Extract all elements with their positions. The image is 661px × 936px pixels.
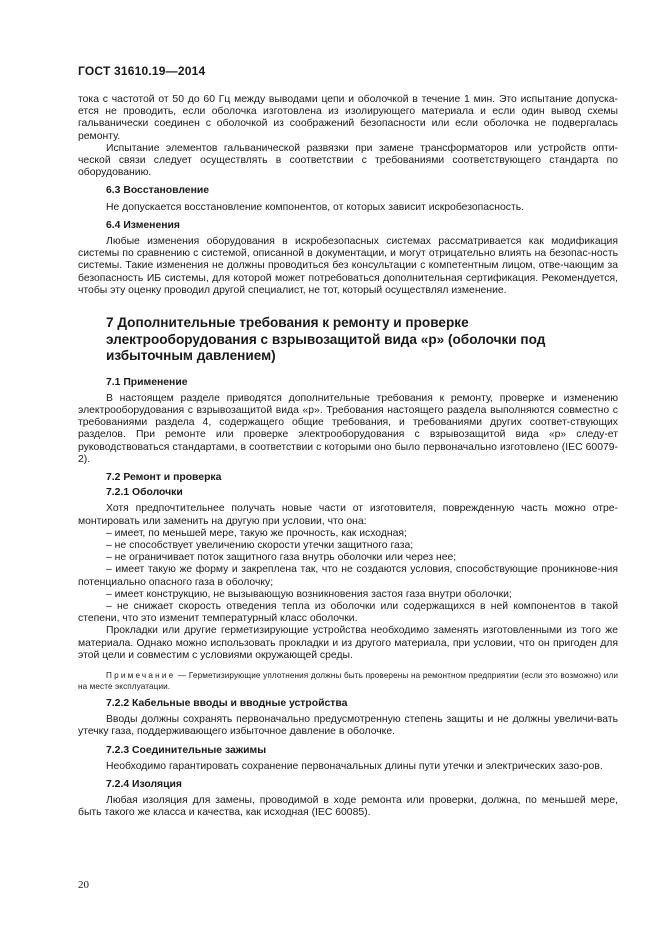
paragraph: Любая изоляция для замены, проводимой в ходе ремонта или проверки, должна, по меньшей мере, быть такого же класса и качества, как исходная (IEC 60085).	[78, 795, 618, 819]
paragraph: Хотя предпочтительнее получать новые части от изготовителя, поврежденную часть можно отре-монтировать или заменить на другую при условии, что она:	[78, 503, 618, 527]
section-heading-6-4: 6.4 Изменения	[106, 219, 180, 231]
section-heading-7-2-3: 7.2.3 Соединительные зажимы	[106, 744, 267, 756]
section-heading-7: 7 Дополнительные требования к ремонту и проверке электрооборудования с взрывозащитой вида «р» (оболочки под избыточным давлением)	[106, 315, 546, 364]
paragraph: Любые изменения оборудования в искробезопасных системах рассматривается как модификация системы по сравнению с системой, описанной в документации, и могут отрицательно влиять на безопас-ность системы. Такие изменения не должны проводиться без консультации с компетентным лицом, отве-чающим за безопасность ИБ системы, для которой может потребоваться дополнительная сертификация. Рекомендуется, чтобы эту оценку проводил другой специалист, не тот, который осуществлял изменение.	[78, 236, 618, 296]
section-heading-7-2-2: 7.2.2 Кабельные вводы и вводные устройства	[106, 698, 348, 710]
list-item: – имеет такую же форму и закреплена так, что не создаются условия, способствующие проникнове-ния потенциально опасного газа в оболочку;	[78, 564, 618, 588]
paragraph: Испытание элементов гальванической развязки при замене трансформаторов или устройств опти-ческой связи следует осуществлять в соответствии с требованиями соответствующего стандарта по оборудованию.	[78, 142, 618, 179]
paragraph: тока с частотой от 50 до 60 Гц между выводами цепи и оболочкой в течение 1 мин. Это испытание допуска-ется не проводить, если оболочка изготовлена из изолирующего материала и если один вывод схемы гальванически соединен с оболочкой из соображений безопасности или если оболочка не подвергалась ремонту.	[78, 94, 618, 142]
list-item: – имеет, по меньшей мере, такую же прочность, как исходная;	[106, 527, 407, 539]
list-item: – не ограничивает поток защитного газа внутрь оболочки или через нее;	[106, 552, 457, 564]
note	[78, 670, 618, 692]
page-number: 20	[78, 879, 89, 891]
paragraph: Необходимо гарантировать сохранение первоначальных длины пути утечки и электрических зазо-ров.	[106, 760, 603, 772]
paragraph: Вводы должны сохранять первоначально предусмотренную степень защиты и не должны увеличи-вать утечку газа, поддерживающего избыточное давление в оболочке.	[78, 714, 618, 738]
note-text: — Герметизирующие уплотнения должны быть проверены на ремонтном предприятии (если это возможно) или на месте эксплуатации.	[78, 671, 618, 692]
section-heading-7-2-1: 7.2.1 Оболочки	[106, 487, 183, 499]
list-item: – не способствует увеличению скорости утечки защитного газа;	[106, 539, 414, 551]
page-header: ГОСТ 31610.19—2014	[78, 64, 206, 78]
section-heading-7-2: 7.2 Ремонт и проверка	[106, 471, 222, 483]
paragraph: В настоящем разделе приводятся дополнительные требования к ремонту, проверке и изменению электрооборудования с взрывозащитой вида «р». Требования настоящего раздела выполняются совместно с требованиями раздела 4, содержащего общие требования, и требованиями других соответ-ствующих разделов. При ремонте или проверке электрооборудования с взрывозащитой вида «р» следу-ет руководствоваться стандартами, в соответствии с которыми оно было первоначально изготовлено (IEC 60079-2).	[78, 392, 618, 465]
list-item: – имеет конструкцию, не вызывающую возникновения застоя газа внутри оболочки;	[106, 588, 512, 600]
note-label: Примечание	[106, 671, 176, 681]
paragraph: Прокладки или другие герметизирующие устройства необходимо заменять изготовленными из того же материала. Однако можно использовать прокладки и из другого материала, при условии, что он пригоден для этой цели и совместим с условиями окружающей среды.	[78, 625, 618, 661]
page-body	[78, 94, 618, 820]
section-heading-7-2-4: 7.2.4 Изоляция	[106, 779, 182, 791]
paragraph: Не допускается восстановление компонентов, от которых зависит искробезопасность.	[106, 201, 525, 213]
list-item: – не снижает скорость отведения тепла из оболочки или содержащихся в ней компонентов в такой степени, что это изменит температурный класс оболочки.	[78, 601, 618, 625]
section-heading-6-3: 6.3 Восстановление	[106, 185, 210, 197]
section-heading-7-1: 7.1 Применение	[106, 376, 188, 388]
